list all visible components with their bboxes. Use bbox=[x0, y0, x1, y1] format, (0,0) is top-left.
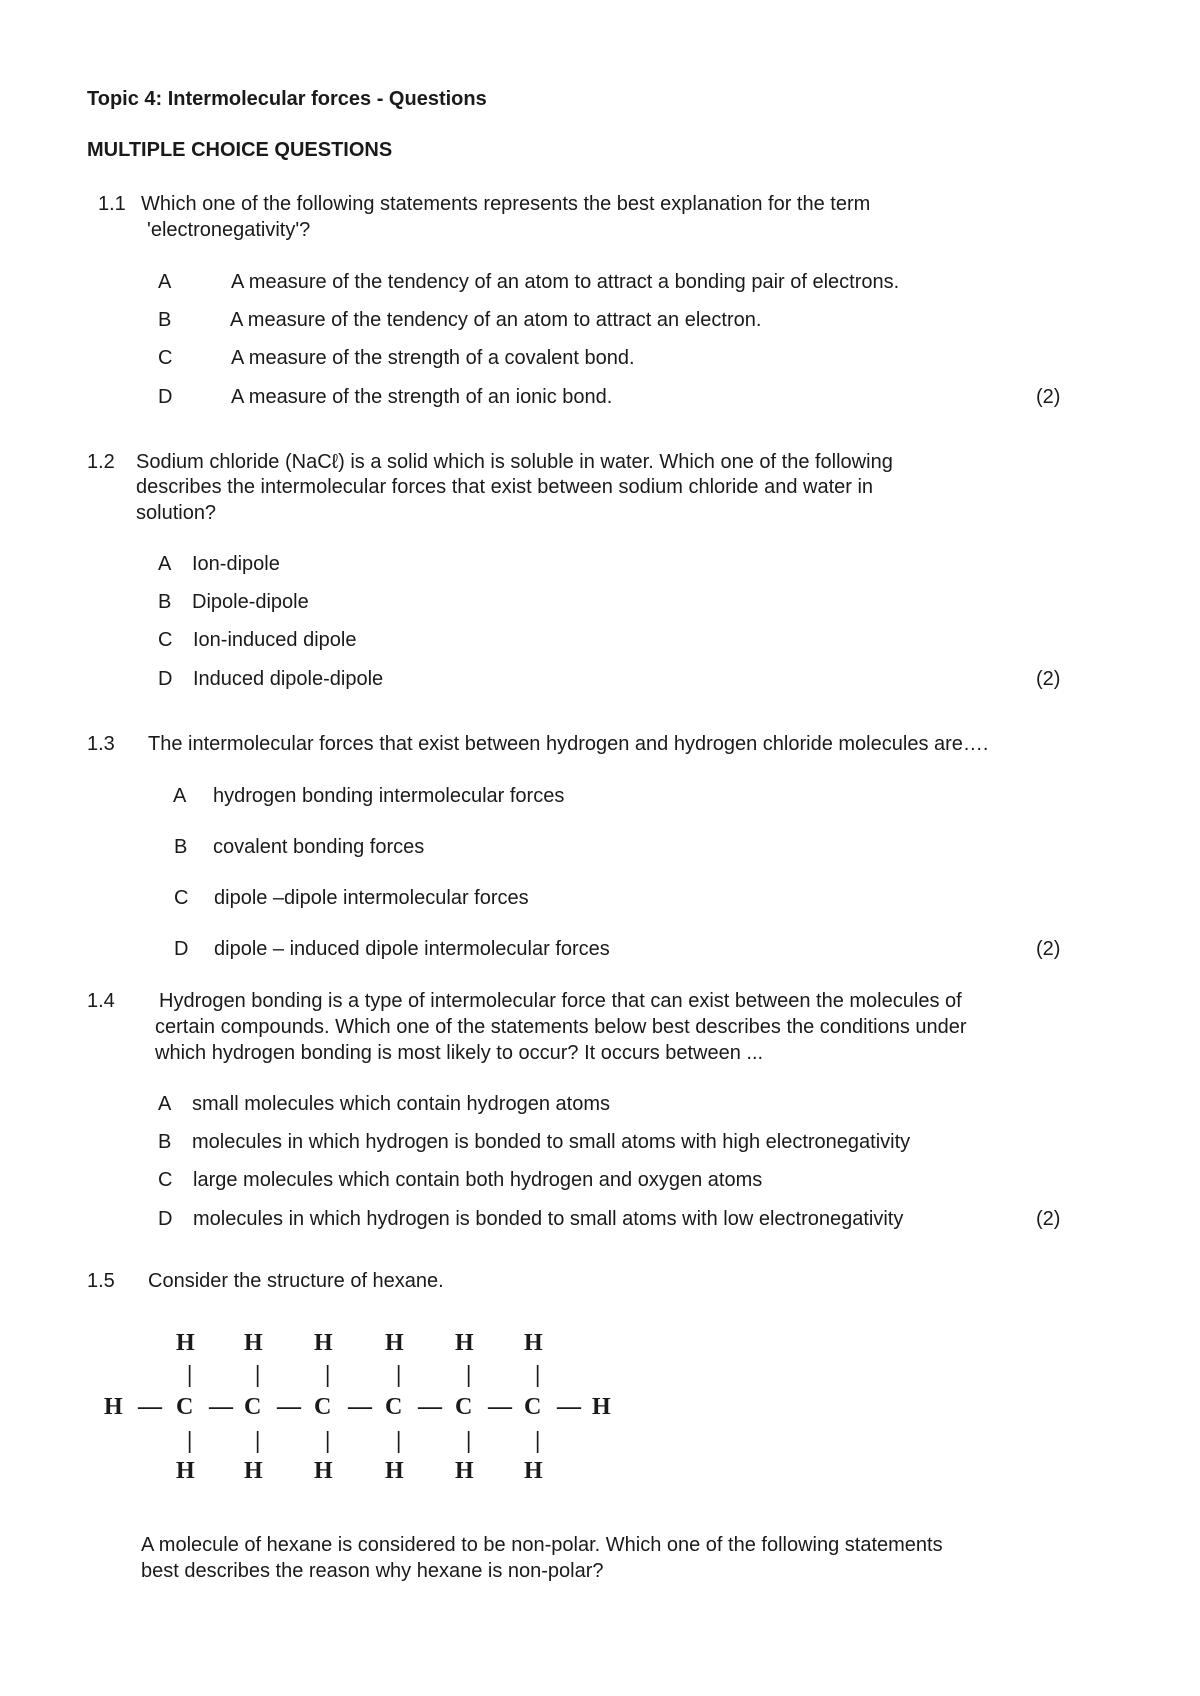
question-text-line: Which one of the following statements represents the best explanation for the term bbox=[141, 193, 871, 215]
option-letter: A bbox=[173, 785, 187, 807]
option-letter: B bbox=[174, 836, 188, 858]
atom-h: H bbox=[104, 1394, 123, 1420]
question-text-line: Consider the structure of hexane. bbox=[148, 1270, 444, 1292]
bond-vertical: | bbox=[535, 1428, 541, 1454]
option-text: Ion-induced dipole bbox=[193, 629, 357, 651]
bond-vertical: | bbox=[187, 1362, 193, 1388]
option-text: A measure of the strength of a covalent bond. bbox=[231, 347, 635, 369]
option-letter: A bbox=[158, 553, 172, 575]
question-number: 1.5 bbox=[87, 1270, 115, 1292]
option-letter: B bbox=[158, 309, 172, 331]
question-number: 1.4 bbox=[87, 990, 115, 1012]
marks-label: (2) bbox=[1036, 668, 1061, 690]
option-letter: D bbox=[174, 938, 189, 960]
option-text: dipole –dipole intermolecular forces bbox=[214, 887, 529, 909]
option-text: A measure of the strength of an ionic bond. bbox=[231, 386, 613, 408]
marks-label: (2) bbox=[1036, 938, 1061, 960]
atom-c: C bbox=[314, 1394, 332, 1420]
bond-vertical: | bbox=[255, 1362, 261, 1388]
atom-c: C bbox=[385, 1394, 403, 1420]
atom-h: H bbox=[314, 1458, 333, 1484]
question-text-line: which hydrogen bonding is most likely to occur? It occurs between ... bbox=[155, 1042, 764, 1064]
bond-vertical: | bbox=[325, 1362, 331, 1388]
atom-h: H bbox=[385, 1330, 404, 1356]
question-number: 1.2 bbox=[87, 451, 115, 473]
atom-h: H bbox=[455, 1330, 474, 1356]
atom-h: H bbox=[455, 1458, 474, 1484]
bond-vertical: | bbox=[187, 1428, 193, 1454]
bond-vertical: | bbox=[396, 1428, 402, 1454]
atom-c: C bbox=[455, 1394, 473, 1420]
atom-h: H bbox=[176, 1458, 195, 1484]
option-letter: A bbox=[158, 1093, 172, 1115]
bond-vertical: | bbox=[255, 1428, 261, 1454]
option-letter: C bbox=[158, 347, 173, 369]
option-text: small molecules which contain hydrogen atoms bbox=[192, 1093, 610, 1115]
bond-single: — bbox=[138, 1394, 162, 1420]
option-text: A measure of the tendency of an atom to attract an electron. bbox=[230, 309, 762, 331]
option-letter: C bbox=[158, 1169, 173, 1191]
bond-vertical: | bbox=[466, 1428, 472, 1454]
bond-single: — bbox=[418, 1394, 442, 1420]
option-text: Dipole-dipole bbox=[192, 591, 309, 613]
bond-vertical: | bbox=[466, 1362, 472, 1388]
option-text: covalent bonding forces bbox=[213, 836, 425, 858]
section-heading: MULTIPLE CHOICE QUESTIONS bbox=[87, 139, 393, 161]
option-text: molecules in which hydrogen is bonded to small atoms with low electronegativity bbox=[193, 1208, 904, 1230]
atom-c: C bbox=[176, 1394, 194, 1420]
bond-vertical: | bbox=[325, 1428, 331, 1454]
option-letter: B bbox=[158, 1131, 172, 1153]
marks-label: (2) bbox=[1036, 1208, 1061, 1230]
atom-h: H bbox=[524, 1330, 543, 1356]
bond-single: — bbox=[277, 1394, 301, 1420]
question-number: 1.1 bbox=[98, 193, 126, 215]
option-text: dipole – induced dipole intermolecular forces bbox=[214, 938, 610, 960]
atom-h: H bbox=[314, 1330, 333, 1356]
atom-h: H bbox=[176, 1330, 195, 1356]
bond-single: — bbox=[209, 1394, 233, 1420]
option-text: molecules in which hydrogen is bonded to small atoms with high electronegativity bbox=[192, 1131, 911, 1153]
option-letter: D bbox=[158, 668, 173, 690]
bond-single: — bbox=[348, 1394, 372, 1420]
atom-h: H bbox=[524, 1458, 543, 1484]
bond-vertical: | bbox=[535, 1362, 541, 1388]
question-text-line: best describes the reason why hexane is non-polar? bbox=[141, 1560, 604, 1582]
option-letter: C bbox=[174, 887, 189, 909]
atom-h: H bbox=[385, 1458, 404, 1484]
option-text: hydrogen bonding intermolecular forces bbox=[213, 785, 565, 807]
option-letter: B bbox=[158, 591, 172, 613]
option-letter: D bbox=[158, 386, 173, 408]
option-letter: C bbox=[158, 629, 173, 651]
bond-vertical: | bbox=[396, 1362, 402, 1388]
option-text: Ion-dipole bbox=[192, 553, 280, 575]
question-text-line: Sodium chloride (NaCℓ) is a solid which is soluble in water. Which one of the following bbox=[136, 451, 893, 473]
atom-c: C bbox=[524, 1394, 542, 1420]
marks-label: (2) bbox=[1036, 386, 1061, 408]
question-text-line: 'electronegativity'? bbox=[147, 219, 311, 241]
atom-c: C bbox=[244, 1394, 262, 1420]
question-text-line: certain compounds. Which one of the statements below best describes the conditions under bbox=[155, 1016, 967, 1038]
question-text-line: Hydrogen bonding is a type of intermolecular force that can exist between the molecules of bbox=[159, 990, 962, 1012]
option-text: Induced dipole-dipole bbox=[193, 668, 384, 690]
question-text-line: solution? bbox=[136, 502, 217, 524]
atom-h: H bbox=[244, 1458, 263, 1484]
page-title: Topic 4: Intermolecular forces - Questions bbox=[87, 88, 487, 110]
question-number: 1.3 bbox=[87, 733, 115, 755]
atom-h: H bbox=[592, 1394, 611, 1420]
option-text: A measure of the tendency of an atom to attract a bonding pair of electrons. bbox=[231, 271, 900, 293]
bond-single: — bbox=[557, 1394, 581, 1420]
atom-h: H bbox=[244, 1330, 263, 1356]
bond-single: — bbox=[488, 1394, 512, 1420]
option-text: large molecules which contain both hydrogen and oxygen atoms bbox=[193, 1169, 763, 1191]
option-letter: D bbox=[158, 1208, 173, 1230]
option-letter: A bbox=[158, 271, 172, 293]
question-text-line: The intermolecular forces that exist between hydrogen and hydrogen chloride molecules are…. bbox=[148, 733, 989, 755]
question-text-line: describes the intermolecular forces that exist between sodium chloride and water in bbox=[136, 476, 874, 498]
question-text-line: A molecule of hexane is considered to be non-polar. Which one of the following statements bbox=[141, 1534, 943, 1556]
